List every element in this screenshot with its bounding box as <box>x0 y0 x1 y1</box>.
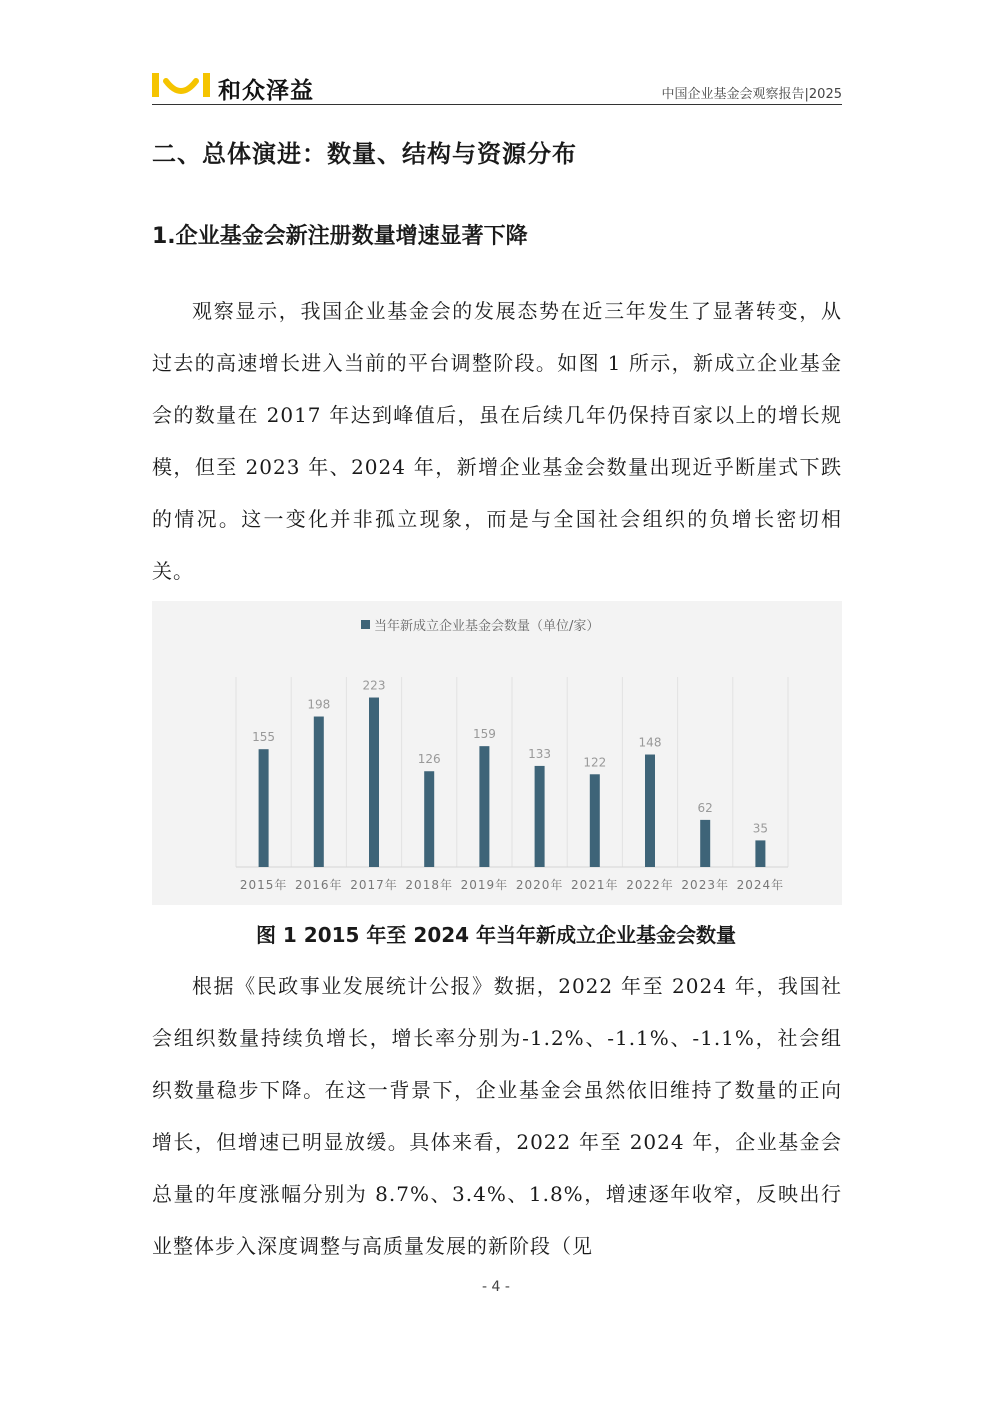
x-tick-label: 2015年 <box>239 878 288 892</box>
legend-label: 当年新成立企业基金会数量（单位/家） <box>374 619 600 634</box>
chart-legend <box>361 618 599 634</box>
data-label: 223 <box>362 678 386 693</box>
data-label: 159 <box>472 727 496 742</box>
x-tick-label: 2019年 <box>460 878 509 892</box>
data-label: 133 <box>528 746 552 761</box>
chart-data-labels <box>252 679 768 836</box>
bar-chart <box>152 601 842 905</box>
data-label: 126 <box>417 752 441 767</box>
report-title: 中国企业基金会观察报告|2025 <box>661 87 842 102</box>
x-tick-label: 2024年 <box>736 878 785 892</box>
chart-x-ticks <box>240 877 784 892</box>
subsection-heading: 1.企业基金会新注册数量增速显著下降 <box>152 224 528 249</box>
data-label: 62 <box>697 800 713 815</box>
logo-text: 和众泽益 <box>218 78 314 104</box>
figure-caption: 图 1 2015 年至 2024 年当年新成立企业基金会数量 <box>255 923 737 947</box>
paragraph-1: 观察显示，我国企业基金会的发展态势在近三年发生了显著转变，从过去的高速增长进入当前的平台调整阶段。如图 1 所示，新成立企业基金会的数量在 2017 年达到峰值后，虽在后续几年仍保持百家以上的增长规模，但至 2023 年、2024 年，新增企业基金会数量出现近乎断崖式下跌的情况。这一变化并非孤立现象，而是与全国社会组织的负增长密切相关。 <box>152 299 842 583</box>
bar-2022年 <box>645 755 655 867</box>
bar-2019年 <box>479 746 489 867</box>
legend-swatch <box>361 620 370 629</box>
page-number: - 4 - <box>482 1279 510 1295</box>
data-label: 35 <box>752 821 769 836</box>
bar-2020年 <box>535 766 545 867</box>
x-tick-label: 2021年 <box>571 878 619 892</box>
x-tick-label: 2022年 <box>626 878 674 892</box>
x-tick-label: 2020年 <box>515 878 564 892</box>
paragraph-2: 根据《民政事业发展统计公报》数据，2022 年至 2024 年，我国社会组织数量持续负增长，增长率分别为-1.2%、-1.1%、-1.1%，社会组织数量稳步下降。在这一背景下，企业基金会虽然依旧维持了数量的正向增长，但增速已明显放缓。具体来看，2022 年至 2024 年，企业基金会总量的年度涨幅分别为 8.7%、3.4%、1.8%，增速逐年收窄，反映出行业整体步入深度调整与高质量发展的新阶段（见 <box>152 974 842 1258</box>
x-tick-label: 2017年 <box>350 878 398 892</box>
data-label: 122 <box>583 755 607 770</box>
data-label: 148 <box>638 735 662 750</box>
bar-2021年 <box>590 774 600 867</box>
bar-2024年 <box>755 840 765 867</box>
data-label: 198 <box>307 697 331 712</box>
logo-mark-icon <box>152 73 210 97</box>
bar-2015年 <box>259 749 269 867</box>
header-divider <box>152 104 842 105</box>
chart-svg <box>152 601 842 905</box>
bar-2023年 <box>700 820 710 867</box>
x-tick-label: 2018年 <box>405 878 453 892</box>
bar-2016年 <box>314 717 324 867</box>
x-tick-label: 2016年 <box>295 878 343 892</box>
bar-2018年 <box>424 771 434 867</box>
page-header <box>152 66 842 106</box>
data-label: 155 <box>252 730 276 745</box>
bar-2017年 <box>369 698 379 867</box>
section-heading: 二、总体演进：数量、结构与资源分布 <box>152 140 577 168</box>
x-tick-label: 2023年 <box>681 878 729 892</box>
